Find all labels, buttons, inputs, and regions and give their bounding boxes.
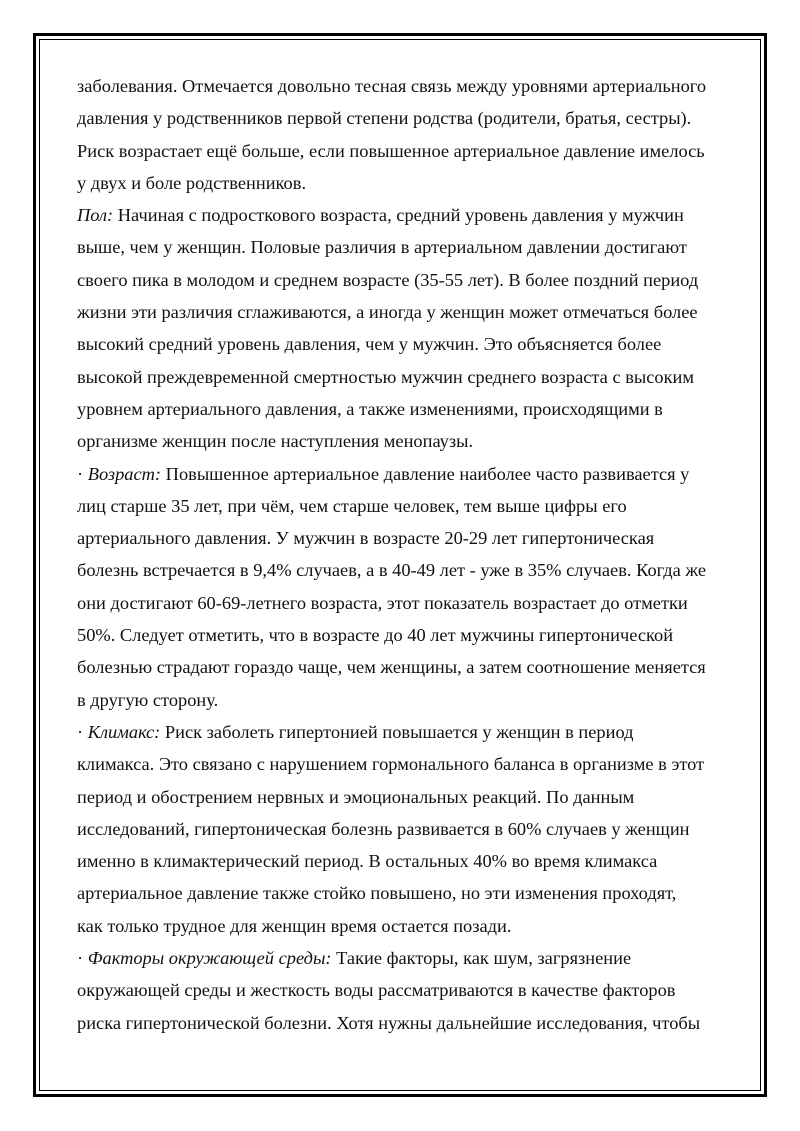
line-text: жизни эти различия сглаживаются, а иногда у женщин может отмечаться более (77, 302, 698, 323)
line-text: выше, чем у женщин. Половые различия в артериальном давлении достигают (77, 237, 687, 258)
text-line (77, 748, 737, 780)
line-text: своего пика в молодом и среднем возрасте (35-55 лет). В более поздний период (77, 269, 699, 290)
line-text: они достигают 60-69-летнего возраста, этот показатель возрастает до отметки (77, 592, 688, 613)
line-text: Повышенное артериальное давление наиболее часто развивается у (161, 463, 690, 484)
line-text: болезнью страдают гораздо чаще, чем женщины, а затем соотношение меняется (77, 657, 706, 678)
bullet-marker: · (77, 948, 88, 969)
text-line (77, 781, 737, 813)
line-text: окружающей среды и жесткость воды рассматриваются в качестве факторов (77, 980, 676, 1001)
text-line (77, 877, 737, 909)
text-line (77, 490, 737, 522)
line-text: артериальное давление также стойко повышено, но эти изменения проходят, (77, 883, 677, 904)
section-term: Факторы окружающей среды: (87, 948, 332, 969)
line-text: период и обострением нервных и эмоциональных реакций. По данным (77, 786, 635, 807)
line-text: Начиная с подросткового возраста, средний уровень давления у мужчин (113, 205, 684, 226)
text-line (77, 70, 737, 102)
text-line (77, 587, 737, 619)
text-line (77, 684, 737, 716)
text-line (77, 199, 737, 231)
text-line (77, 102, 737, 134)
text-line (77, 328, 737, 360)
line-text: артериального давления. У мужчин в возрасте 20-29 лет гипертоническая (77, 528, 655, 549)
text-line (77, 845, 737, 877)
line-text: в другую сторону. (77, 689, 219, 710)
section-term: Климакс: (87, 721, 161, 742)
section-term: Пол: (77, 205, 114, 226)
line-text: Риск заболеть гипертонией повышается у женщин в период (160, 721, 634, 742)
line-text: Риск возрастает ещё больше, если повышенное артериальное давление имелось (77, 140, 705, 161)
line-text: климакса. Это связано с нарушением гормонального баланса в организме в этот (77, 754, 705, 775)
line-text: именно в климактерический период. В остальных 40% во время климакса (77, 851, 658, 872)
text-line (77, 1007, 737, 1039)
text-line (77, 554, 737, 586)
line-text: исследований, гипертоническая болезнь развивается в 60% случаев у женщин (77, 818, 690, 839)
line-text: лиц старше 35 лет, при чём, чем старше человек, тем выше цифры его (77, 495, 627, 516)
line-text: уровнем артериального давления, а также изменениями, происходящими в (77, 398, 663, 419)
text-line (77, 231, 737, 263)
text-line (77, 425, 737, 457)
text-line (77, 296, 737, 328)
text-line (77, 361, 737, 393)
line-text: риска гипертонической болезни. Хотя нужны дальнейшие исследования, чтобы (77, 1012, 701, 1033)
line-text: как только трудное для женщин время остается позади. (77, 915, 512, 936)
line-text: давления у родственников первой степени родства (родители, братья, сестры). (77, 108, 692, 129)
line-text: заболевания. Отмечается довольно тесная связь между уровнями артериального (77, 76, 707, 96)
text-line (77, 974, 737, 1006)
section-term: Возраст: (87, 463, 162, 484)
line-text: 50%. Следует отметить, что в возрасте до 40 лет мужчины гипертонической (77, 625, 674, 646)
text-line (77, 264, 737, 296)
text-line (77, 135, 737, 167)
document-body (77, 70, 737, 1039)
text-line (77, 716, 737, 748)
line-text: высокий средний уровень давления, чем у мужчин. Это объясняется более (77, 334, 662, 355)
line-text: организме женщин после наступления менопаузы. (77, 431, 474, 452)
line-text: болезнь встречается в 9,4% случаев, а в 40-49 лет - уже в 35% случаев. Когда же (77, 560, 707, 581)
text-line (77, 651, 737, 683)
text-line (77, 167, 737, 199)
text-line (77, 458, 737, 490)
bullet-marker: · (77, 463, 88, 484)
text-line (77, 910, 737, 942)
text-line (77, 522, 737, 554)
text-line (77, 619, 737, 651)
line-text: Такие факторы, как шум, загрязнение (331, 948, 632, 969)
line-text: высокой преждевременной смертностью мужчин среднего возраста с высоким (77, 366, 695, 387)
text-line (77, 942, 737, 974)
text-line (77, 813, 737, 845)
bullet-marker: · (77, 721, 88, 742)
line-text: у двух и боле родственников. (77, 172, 307, 193)
text-line (77, 393, 737, 425)
